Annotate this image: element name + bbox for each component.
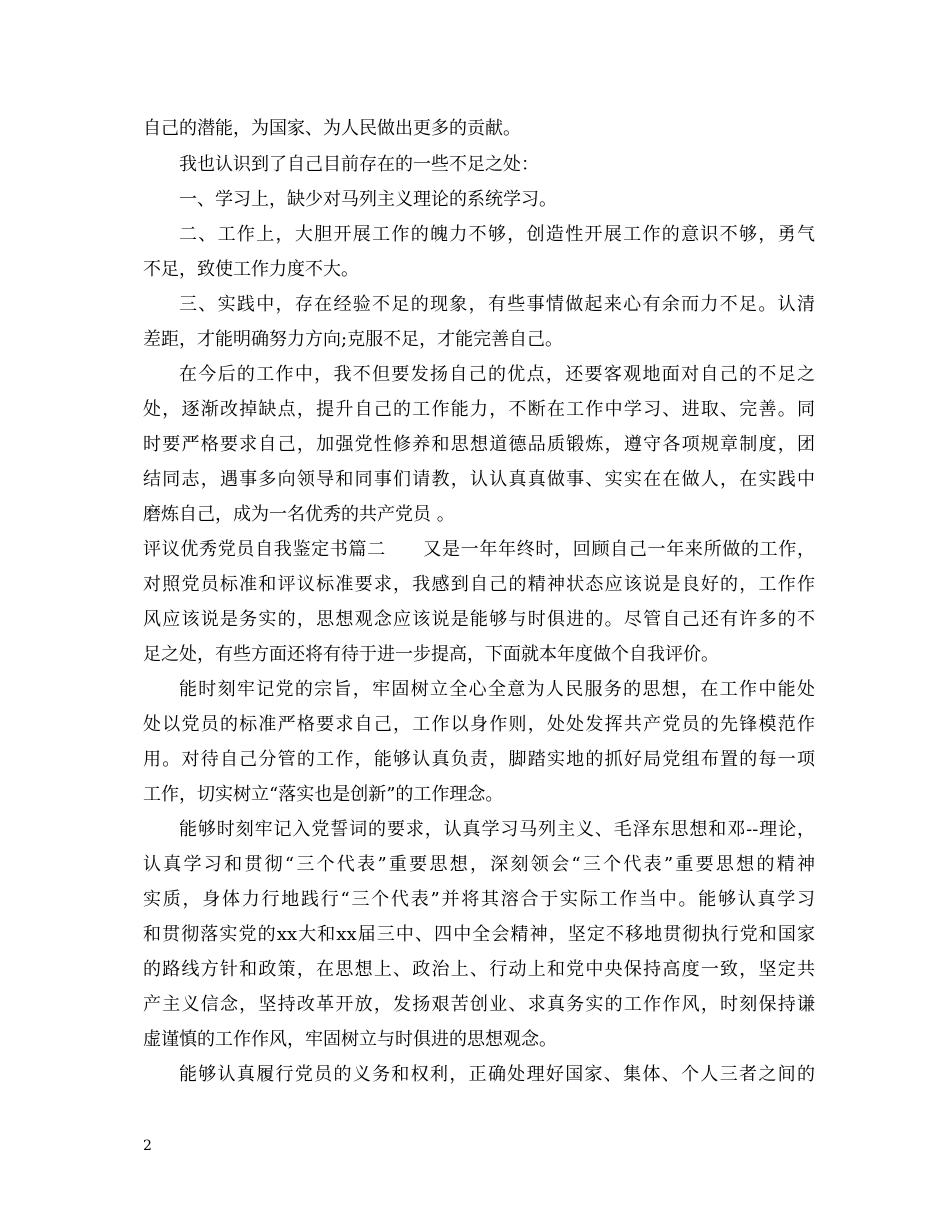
text-line: 认真学习和贯彻“三个代表”重要思想，深刻领会“三个代表”重要思想的精神 xyxy=(143,854,815,875)
text-line: 自己的潜能，为国家、为人民做出更多的贡献。 xyxy=(143,118,521,139)
text-line: 和贯彻落实党的xx大和xx届三中、四中全会精神，坚定不移地贯彻执行党和国家 xyxy=(143,924,815,945)
text-line: 二、工作上，大胆开展工作的魄力不够，创造性开展工作的意识不够，勇气 xyxy=(179,224,815,245)
text-line: 结同志，遇事多向领导和同事们请教，认认真真做事、实实在在做人，在实践中 xyxy=(143,469,815,490)
text-line: 产主义信念，坚持改革开放，发扬艰苦创业、求真务实的工作作风，时刻保持谦 xyxy=(143,994,815,1015)
text-line: 足之处，有些方面还将有待于进一步提高，下面就本年度做个自我评价。 xyxy=(143,644,719,665)
text-line: 我也认识到了自己目前存在的一些不足之处： xyxy=(179,154,539,175)
text-line: 对照党员标准和评议标准要求，我感到自己的精神状态应该说是良好的，工作作 xyxy=(143,574,815,595)
text-line: 用。对待自己分管的工作，能够认真负责，脚踏实地的抓好局党组布置的每一项 xyxy=(143,749,815,770)
text-line: 不足，致使工作力度不大。 xyxy=(143,259,359,280)
text-line: 能时刻牢记党的宗旨，牢固树立全心全意为人民服务的思想，在工作中能处 xyxy=(179,679,815,700)
text-line: 实质，身体力行地践行“三个代表”并将其溶合于实际工作当中。能够认真学习 xyxy=(143,889,815,910)
text-line: 工作，切实树立“落实也是创新”的工作理念。 xyxy=(143,784,504,805)
text-line: 在今后的工作中，我不但要发扬自己的优点，还要客观地面对自己的不足之 xyxy=(179,364,815,385)
text-line: 的路线方针和政策，在思想上、政治上、行动上和党中央保持高度一致，坚定共 xyxy=(143,959,815,980)
text-line: 一、学习上，缺少对马列主义理论的系统学习。 xyxy=(179,189,557,210)
text-line: 时要严格要求自己，加强党性修养和思想道德品质锻炼，遵守各项规章制度，团 xyxy=(143,434,815,455)
text-line: 虚谨慎的工作作风，牢固树立与时俱进的思想观念。 xyxy=(143,1029,557,1050)
text-line: 磨炼自己，成为一名优秀的共产党员 。 xyxy=(143,504,455,525)
section-heading-line: 评议优秀党员自我鉴定书篇二 又是一年年终时，回顾自己一年来所做的工作， xyxy=(143,539,815,560)
text-line: 差距，才能明确努力方向;克服不足，才能完善自己。 xyxy=(143,329,564,350)
text-line: 处，逐渐改掉缺点，提升自己的工作能力，不断在工作中学习、进取、完善。同 xyxy=(143,399,815,420)
text-line: 风应该说是务实的，思想观念应该说是能够与时俱进的。尽管自己还有许多的不 xyxy=(143,609,815,630)
page-number: 2 xyxy=(143,1138,152,1154)
text-line: 三、实践中，存在经验不足的现象，有些事情做起来心有余而力不足。认清 xyxy=(179,294,815,315)
text-line: 能够认真履行党员的义务和权利，正确处理好国家、集体、个人三者之间的 xyxy=(179,1064,815,1085)
text-line: 能够时刻牢记入党誓词的要求，认真学习马列主义、毛泽东思想和邓--理论， xyxy=(179,819,815,840)
text-line: 处以党员的标准严格要求自己，工作以身作则，处处发挥共产党员的先锋模范作 xyxy=(143,714,815,735)
